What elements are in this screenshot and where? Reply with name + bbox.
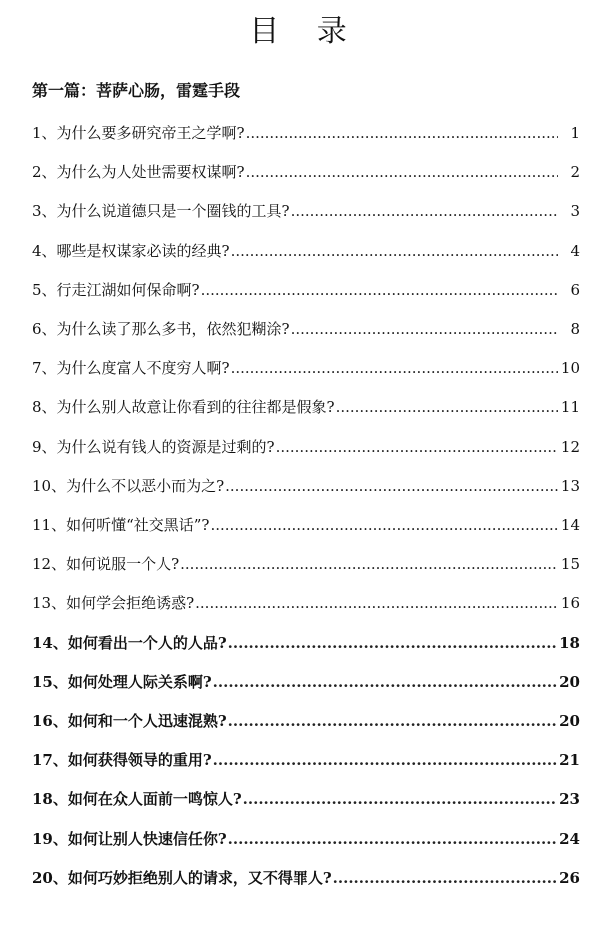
dot-leader: [210, 516, 558, 534]
toc-entry[interactable]: [32, 240, 580, 262]
entry-number: 5、: [32, 280, 57, 299]
dot-leader: [228, 712, 557, 730]
entry-title: 为什么为人处世需要权谋啊?: [56, 163, 245, 182]
dot-leader: [225, 477, 558, 495]
entry-number: 19、: [32, 829, 68, 848]
dot-leader: [333, 869, 557, 887]
entry-number: 8、: [32, 398, 57, 417]
entry-title: 如何在众人面前一鸣惊人?: [67, 790, 242, 809]
entry-page-number: 8: [570, 320, 580, 338]
entry-page-number: 16: [560, 594, 580, 613]
entry-number: 3、: [32, 202, 57, 221]
toc-entry[interactable]: [32, 553, 580, 575]
entry-number: 2、: [32, 163, 57, 182]
entry-number: 13、: [32, 594, 67, 613]
entry-number: 10、: [32, 476, 67, 495]
page-title: 目 录: [249, 14, 361, 49]
entry-number: 7、: [32, 359, 57, 378]
toc-entry[interactable]: [32, 867, 580, 889]
toc-entry[interactable]: [32, 318, 580, 340]
dot-leader: [231, 242, 558, 260]
entry-number: 18、: [32, 790, 68, 809]
entry-title: 如何听懂“社交黑话”?: [66, 516, 210, 534]
entry-title: 为什么要多研究帝王之学啊?: [56, 124, 245, 142]
dot-leader: [201, 281, 558, 299]
entry-title: 如何和一个人迅速混熟?: [67, 712, 227, 730]
entry-title: 如何处理人际关系啊?: [67, 672, 212, 691]
entry-page-number: 4: [570, 241, 580, 260]
entry-page-number: 21: [559, 751, 580, 770]
entry-page-number: 10: [560, 359, 580, 378]
dot-leader: [246, 163, 558, 181]
entry-page-number: 14: [560, 516, 580, 534]
entry-number: 15、: [32, 672, 68, 691]
dot-leader: [291, 320, 558, 338]
toc-entry[interactable]: [32, 357, 580, 379]
entry-number: 20、: [32, 868, 68, 887]
entry-title: 哪些是权谋家必读的经典?: [56, 241, 230, 260]
entry-title: 如何看出一个人的人品?: [67, 633, 227, 652]
entry-title: 如何说服一个人?: [66, 555, 180, 574]
toc-entry[interactable]: [32, 749, 580, 771]
entry-page-number: 1: [570, 124, 580, 142]
toc-entry[interactable]: [32, 396, 580, 418]
entry-page-number: 24: [559, 829, 580, 848]
toc-entry[interactable]: [32, 632, 580, 654]
dot-leader: [195, 594, 558, 612]
entry-number: 6、: [32, 320, 57, 338]
toc-entry[interactable]: [32, 279, 580, 301]
toc-entry[interactable]: [32, 122, 580, 144]
entry-page-number: 13: [560, 476, 580, 495]
toc-entry[interactable]: [32, 161, 580, 183]
entry-page-number: 18: [559, 633, 580, 652]
entry-title: 为什么读了那么多书，依然犯糊涂?: [56, 320, 290, 338]
toc-entry[interactable]: [32, 514, 580, 536]
entry-title: 如何获得领导的重用?: [67, 751, 212, 770]
entry-number: 14、: [32, 633, 68, 652]
entry-title: 为什么说有钱人的资源是过剩的?: [56, 437, 275, 456]
dot-leader: [213, 673, 557, 691]
toc-entry[interactable]: [32, 671, 580, 693]
entry-number: 11、: [32, 516, 67, 534]
toc-entry[interactable]: [32, 788, 580, 810]
entry-title: 行走江湖如何保命啊?: [56, 280, 200, 299]
dot-leader: [231, 359, 558, 377]
toc-entry[interactable]: [32, 200, 580, 222]
entry-page-number: 11: [560, 398, 580, 417]
dot-leader: [276, 438, 558, 456]
dot-leader: [246, 124, 558, 142]
entry-page-number: 15: [560, 555, 580, 574]
entry-title: 为什么别人故意让你看到的往往都是假象?: [56, 398, 335, 417]
entry-page-number: 12: [560, 437, 580, 456]
dot-leader: [180, 555, 558, 573]
entry-title: 如何巧妙拒绝别人的请求，又不得罪人?: [67, 868, 332, 887]
toc-entry[interactable]: [32, 436, 580, 458]
entry-number: 4、: [32, 241, 57, 260]
entry-title: 为什么说道德只是一个圈钱的工具?: [56, 202, 290, 221]
toc-entry[interactable]: [32, 592, 580, 614]
toc-entry[interactable]: [32, 475, 580, 497]
entry-page-number: 20: [559, 712, 580, 730]
section-heading: 第一篇：菩萨心肠，雷霆手段: [32, 81, 241, 100]
entry-title: 如何学会拒绝诱惑?: [66, 594, 195, 613]
toc-entry[interactable]: [32, 710, 580, 732]
entry-number: 16、: [32, 712, 68, 730]
dot-leader: [243, 790, 557, 808]
dot-leader: [228, 634, 557, 652]
entry-title: 如何让别人快速信任你?: [67, 829, 227, 848]
entry-page-number: 3: [570, 202, 580, 221]
entry-page-number: 23: [559, 790, 580, 809]
dot-leader: [213, 751, 557, 769]
entry-title: 为什么不以恶小而为之?: [66, 476, 225, 495]
entry-number: 1、: [32, 124, 57, 142]
toc-entry[interactable]: [32, 828, 580, 850]
entry-page-number: 26: [559, 868, 580, 887]
dot-leader: [291, 202, 558, 220]
dot-leader: [228, 830, 557, 848]
dot-leader: [336, 398, 558, 416]
entry-page-number: 6: [570, 280, 580, 299]
entry-number: 17、: [32, 751, 68, 770]
entry-title: 为什么度富人不度穷人啊?: [56, 359, 230, 378]
entry-number: 12、: [32, 555, 67, 574]
entry-page-number: 20: [559, 672, 580, 691]
entry-number: 9、: [32, 437, 57, 456]
entry-page-number: 2: [570, 163, 580, 182]
